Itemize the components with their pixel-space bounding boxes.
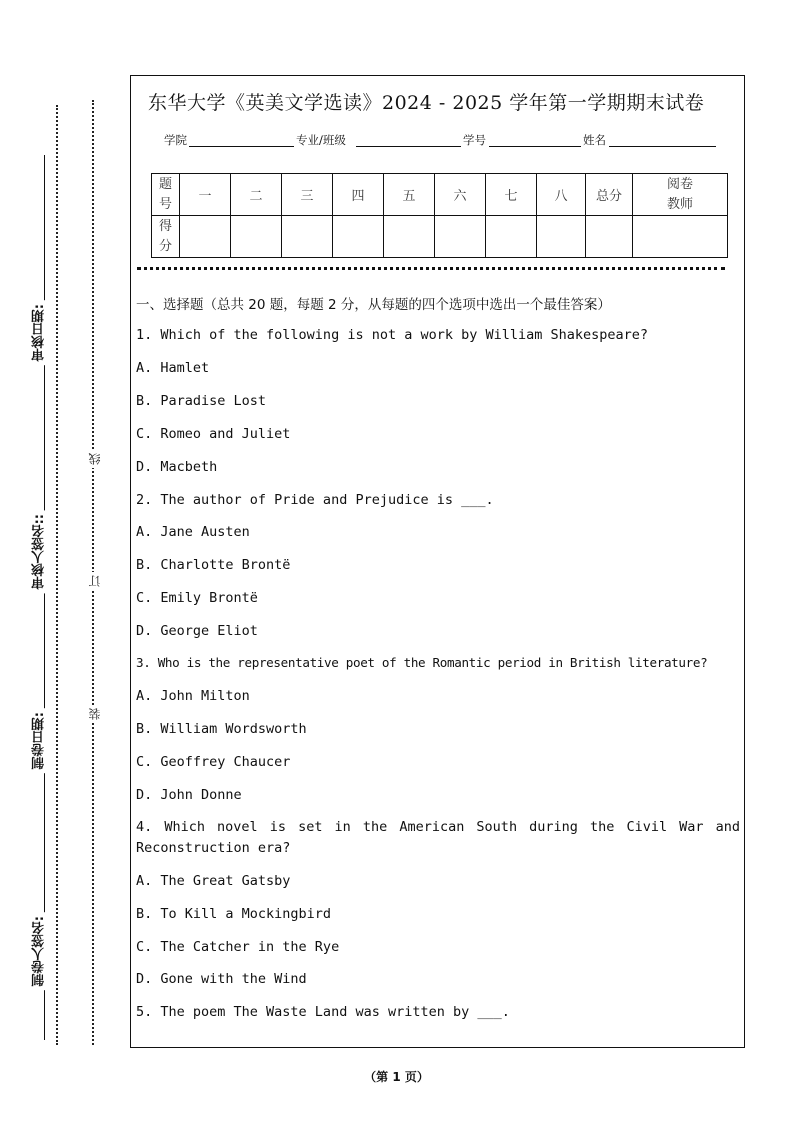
score-table-header-label xyxy=(152,174,180,216)
score-cell-6[interactable] xyxy=(435,216,486,258)
score-col-6: 六 xyxy=(435,174,486,216)
field-label-major-class: 专业/班级 xyxy=(296,133,346,147)
question-option: B. Paradise Lost xyxy=(136,393,267,409)
binding-dotted-line-left xyxy=(56,105,58,1045)
score-col-grader xyxy=(633,174,728,216)
question-option: B. William Wordsworth xyxy=(136,721,307,737)
question-option: C. The Catcher in the Rye xyxy=(136,939,340,955)
score-col-total: 总分 xyxy=(586,174,633,216)
binding-label-author-signature: 制卷人签名: xyxy=(30,912,49,990)
score-cell-5[interactable] xyxy=(384,216,435,258)
score-cell-1[interactable] xyxy=(180,216,231,258)
question-option: A. Hamlet xyxy=(136,360,210,376)
binding-char-xian: 线 xyxy=(86,450,103,468)
question-stem: 2. The author of Pride and Prejudice is ___. xyxy=(136,492,494,508)
score-cell-2[interactable] xyxy=(231,216,282,258)
question-option: B. Charlotte Brontë xyxy=(136,557,291,573)
question-stem: 3. Who is the representative poet of the Romantic period in British literature? xyxy=(136,655,708,670)
score-cell-3[interactable] xyxy=(282,216,333,258)
score-cell-7[interactable] xyxy=(486,216,537,258)
field-label-name: 姓名 xyxy=(583,133,606,147)
binding-char-zhuang: 装 xyxy=(86,705,103,723)
section-separator xyxy=(137,267,725,270)
question-option: D. John Donne xyxy=(136,787,242,803)
score-col-1: 一 xyxy=(180,174,231,216)
score-col-5: 五 xyxy=(384,174,435,216)
binding-label-reviewer-signature: 审核人签名:: xyxy=(30,510,49,593)
question-option: A. John Milton xyxy=(136,688,250,704)
question-option: C. Emily Brontë xyxy=(136,590,258,606)
field-line-major-class xyxy=(356,146,461,147)
score-cell-grader[interactable] xyxy=(633,216,728,258)
field-line-name xyxy=(609,146,716,147)
question-option: B. To Kill a Mockingbird xyxy=(136,906,332,922)
question-option: A. Jane Austen xyxy=(136,524,250,540)
field-label-student-id: 学号 xyxy=(463,133,486,147)
question-option: D. George Eliot xyxy=(136,623,258,639)
question-stem: 1. Which of the following is not a work by William Shakespeare? xyxy=(136,327,649,343)
binding-label-review-date: 审核日期: xyxy=(30,300,49,365)
question-option: D. Gone with the Wind xyxy=(136,971,307,987)
score-table-row-label xyxy=(152,216,180,258)
question-option: A. The Great Gatsby xyxy=(136,873,291,889)
binding-char-ding: 订 xyxy=(86,572,103,590)
score-cell-total[interactable] xyxy=(586,216,633,258)
section-heading: 一、选择题（总共 20 题，每题 2 分，从每题的四个选项中选出一个最佳答案） xyxy=(136,297,611,313)
score-col-8: 八 xyxy=(537,174,586,216)
field-line-college xyxy=(189,146,294,147)
score-col-3: 三 xyxy=(282,174,333,216)
score-table-header-label-text: 题号 xyxy=(158,176,172,212)
field-label-college: 学院 xyxy=(164,133,187,147)
question-stem: 5. The poem The Waste Land was written by ___. xyxy=(136,1004,510,1020)
field-line-student-id xyxy=(489,146,581,147)
page-number: （第 1 页） xyxy=(364,1070,429,1084)
score-table xyxy=(151,173,728,258)
score-table-row-label-text: 得分 xyxy=(158,218,172,254)
question-option: C. Romeo and Juliet xyxy=(136,426,291,442)
score-col-2: 二 xyxy=(231,174,282,216)
question-option: D. Macbeth xyxy=(136,459,218,475)
exam-title: 东华大学《英美文学选读》2024 - 2025 学年第一学期期末试卷 xyxy=(148,92,705,114)
score-col-4: 四 xyxy=(333,174,384,216)
question-stem: 4. Which novel is set in the American South during the Civil War and Reconstruction era? xyxy=(136,819,740,856)
score-col-7: 七 xyxy=(486,174,537,216)
question-option: C. Geoffrey Chaucer xyxy=(136,754,291,770)
score-col-grader-text: 阅卷教师 xyxy=(666,176,693,212)
binding-solid-line xyxy=(44,155,45,1040)
score-cell-8[interactable] xyxy=(537,216,586,258)
score-cell-4[interactable] xyxy=(333,216,384,258)
binding-label-author-date: 制卷日期: xyxy=(30,708,49,773)
